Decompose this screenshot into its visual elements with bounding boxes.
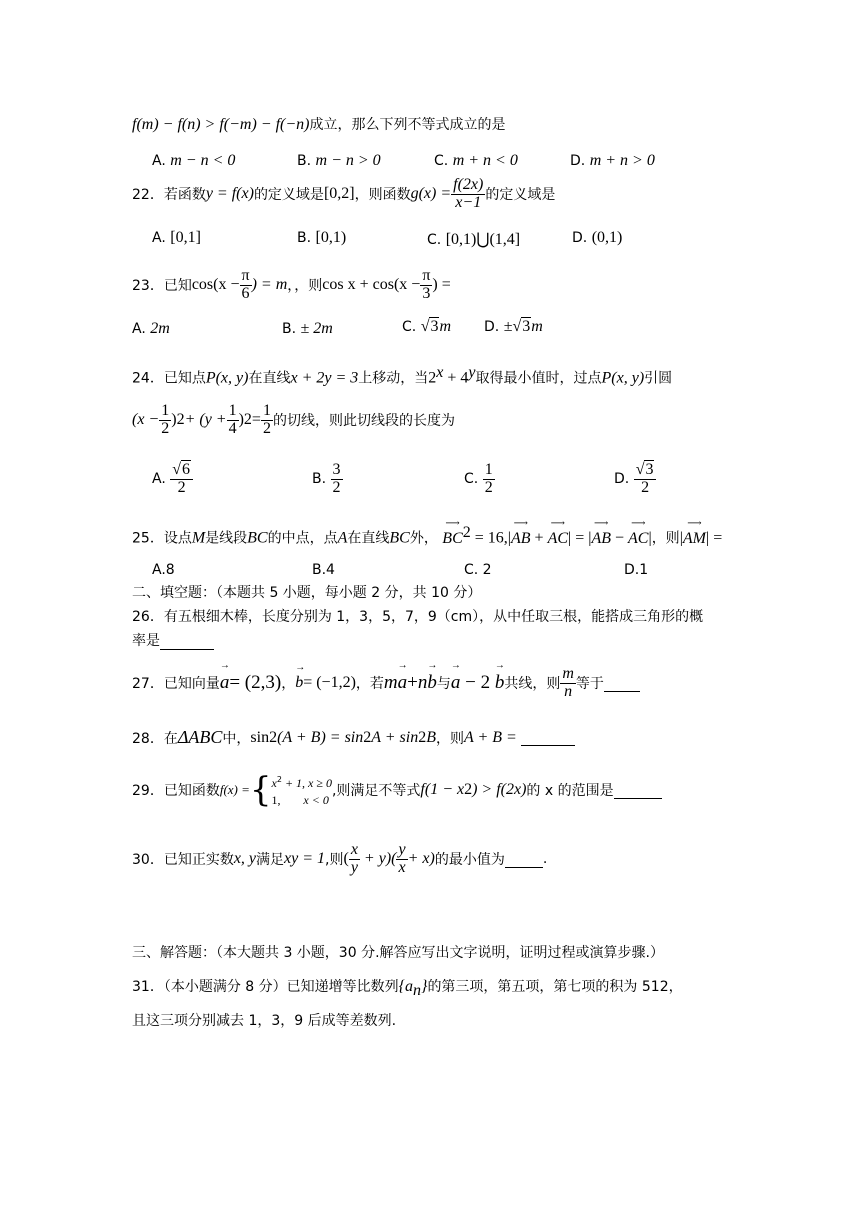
q25-stem: 25．设点M是线段BC的中点，点A在直线BC外， ⟶ $BC^2 = 16,|$ ⟶ AB + ⟶ AC| = | ⟶ AB − ⟶ AC|，则| ⟶ AM| = (132, 517, 723, 547)
q24-option-a[interactable]: A. $\frac{√6}{2}$ (152, 456, 193, 502)
q24-option-d[interactable]: D. $\frac{√3}{2}$ (614, 456, 656, 502)
q22-option-c[interactable]: C. [0,1)⋃(1,4] (427, 231, 521, 248)
q31-line1: 31．（本小题满分 8 分）已知递增等比数列$\{a_n\}$的第三项，第五项，第七项的积为 512， (132, 978, 683, 999)
q29-stem: 29． 已知函数 f(x) = { $x^2 + 1$, x ≥ 0 1, x < 0 ,则满足不等式 f(1 − x 2 ) > f(2x) 的 x 的范围是 (132, 768, 662, 812)
q30-stem: 30． 已知正实数 x, y 满足 xy = 1 ,则 ( $\frac{x}{y}$ + y)( $\frac{y}{x}$ + x) 的最小值为 . (132, 840, 548, 876)
q22-stem: 22． 若函数 y = f(x) 的定义域是 [0,2] ，则函数 g(x) = $\frac{f(2x)}{x-1}$ 的定义域是 (132, 175, 556, 211)
q22-option-a[interactable]: A. [0,1] (152, 229, 201, 246)
vector-a-3: → a (450, 660, 461, 693)
q21-option-b[interactable]: B. m − n > 0 (297, 152, 381, 169)
q24-stem-line2: (x − $\frac{1}{2}$ ) 2 + (y + $\frac{1}{4}$ ) 2 = $\frac{1}{2}$ 的切线，则此切线段的长度为 (132, 401, 455, 437)
q22-option-b[interactable]: B. [0,1) (297, 229, 347, 246)
q22-fraction: $\frac{f(2x)}{x-1}$ (453, 175, 484, 211)
q27-answer-blank[interactable] (604, 675, 640, 692)
q24-half-1: $\frac{1}{2}$ (161, 401, 170, 437)
q26-answer-blank[interactable] (160, 633, 214, 650)
q21-lead-math: f(m) − f(n) > f(−m) − f(−n) (132, 116, 310, 133)
q25-option-b[interactable]: B.4 (312, 562, 335, 578)
q25-option-a[interactable]: A.8 (152, 562, 175, 578)
q25-option-c[interactable]: C. 2 (464, 562, 492, 578)
vector-a-2: → a (397, 660, 408, 693)
q23-pi-over-3: $\frac{\pi}{3}$ (422, 266, 431, 302)
vector-ac-2: ⟶ AC (628, 517, 649, 547)
vector-ac: ⟶ AC (547, 517, 569, 547)
q25-option-d[interactable]: D.1 (624, 562, 649, 578)
q24-quarter: $\frac{1}{4}$ (228, 401, 237, 437)
q24-option-c[interactable]: C. $\frac{1}{2}$ (464, 460, 493, 496)
q28-stem: 28． 在 ΔABC 中， sin 2 (A + B) = sin 2 A + sin 2 B ，则 A + B = (132, 727, 575, 748)
vector-ab-2: ⟶ AB (591, 517, 611, 547)
q21-option-a[interactable]: A. m − n < 0 (152, 152, 236, 169)
q21-option-d[interactable]: D. m + n > 0 (570, 152, 655, 169)
q23-option-b[interactable]: B. ± 2m (282, 320, 333, 337)
q23-stem: 23． 已知 cos(x − $\frac{\pi}{6}$ ) = m ，，则 cos x + cos(x − $\frac{\pi}{3}$ ) = (132, 266, 451, 302)
q21-tail: 成立，那么下列不等式成立的是 (309, 117, 506, 133)
vector-b-2: → b (427, 660, 438, 693)
q23-option-d[interactable]: D. ±√3m (484, 318, 543, 335)
piecewise-brace: { (249, 770, 272, 810)
q21-option-c[interactable]: C. m + n < 0 (434, 152, 518, 169)
q29-answer-blank[interactable] (614, 782, 662, 799)
q28-answer-blank[interactable] (521, 729, 575, 746)
q26-line2: 率是 (132, 630, 214, 650)
q27-stem: 27． 已知向量 → a = (2,3) ， → b = (−1,2) ，若 m → a + n → b 与 → a − 2 → b 共线，则 $\frac{m}{n}$ 等于 (132, 660, 640, 706)
q30-x-over-y: $\frac{x}{y}$ (350, 840, 358, 876)
q23-option-c[interactable]: C. √3m (402, 318, 452, 335)
q23-option-a[interactable]: A. 2m (132, 320, 170, 337)
vector-bc: ⟶ BC (442, 517, 463, 547)
vector-a: → a (219, 660, 230, 693)
q22-option-d[interactable]: D. (0,1) (572, 229, 623, 246)
q21-stem (132, 114, 506, 134)
q23-pi-over-6: $\frac{\pi}{6}$ (241, 266, 250, 302)
q30-answer-blank[interactable] (505, 851, 543, 868)
q26-line1: 26．有五根细木棒，长度分别为 1，3，5，7，9（cm），从中任取三根，能搭成三角形的概 (132, 609, 704, 625)
q24-half-2: $\frac{1}{2}$ (262, 401, 271, 437)
section-3-title: 三、解答题：（本大题共 3 小题，30 分.解答应写出文字说明，证明过程或演算步骤.） (132, 945, 664, 961)
q24-stem-line1: 24．已知点P(x, y)在直线x + 2y = 3上移动，当$2^x + 4^y$取得最小值时，过点P(x, y)引圆 (132, 364, 673, 387)
piecewise-cases: $x^2 + 1$, x ≥ 0 1, x < 0 (271, 775, 332, 807)
q31-line2: 且这三项分别减去 1，3，9 后成等差数列. (132, 1013, 397, 1029)
q27-m-over-n: $\frac{m}{n}$ (562, 664, 574, 700)
q30-y-over-x: $\frac{y}{x}$ (398, 840, 406, 876)
vector-am: ⟶ AM (682, 517, 706, 547)
q24-option-b[interactable]: B. $\frac{3}{2}$ (312, 460, 341, 496)
vector-ab: ⟶ AB (510, 517, 531, 547)
vector-b: → b (295, 662, 306, 691)
section-2-title: 二、填空题：（本题共 5 小题，每小题 2 分，共 10 分） (132, 585, 482, 601)
vector-b-3: → b (494, 660, 505, 693)
